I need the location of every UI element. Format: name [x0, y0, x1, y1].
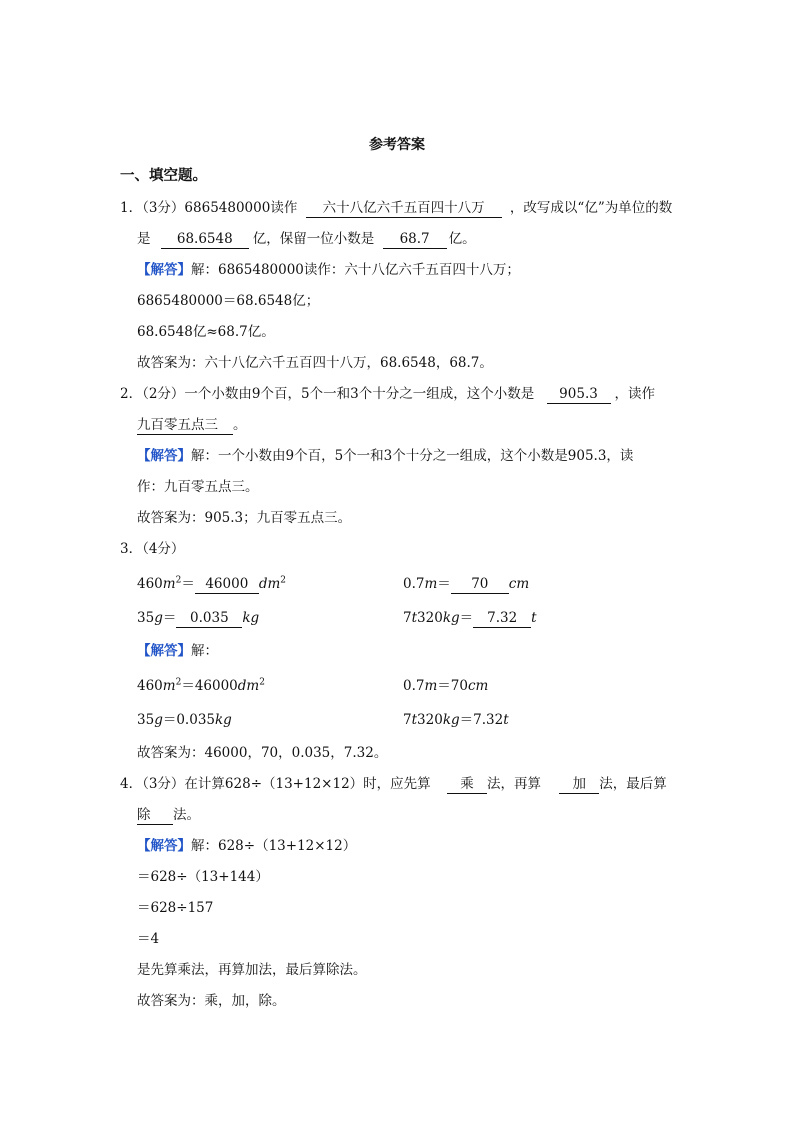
q3-blank-area: 46000	[195, 575, 259, 594]
q2-solution	[137, 446, 633, 466]
q3-heading: 3．（4分）	[120, 541, 185, 557]
section-heading: 一、填空题。	[120, 167, 207, 184]
q3-val: 460	[137, 576, 163, 592]
q3-solution	[137, 641, 218, 661]
q3-unit: t	[411, 610, 418, 626]
q3-unit: kg	[215, 712, 232, 728]
q1-blank-round: 68.7	[383, 230, 447, 249]
q3-unit: cm	[508, 576, 530, 592]
q3-unit: t	[411, 712, 418, 728]
q2-line-2	[137, 415, 247, 435]
q4-text-4: 法。	[173, 807, 200, 823]
q2-answer: 故答案为：905.3；九百零五点三。	[137, 510, 352, 526]
q3-val: 0.7	[403, 678, 425, 694]
q3-item-area	[137, 574, 286, 594]
q3-unit: m	[424, 678, 438, 694]
q1-text-3: 是	[137, 231, 151, 247]
q3-answer: 故答案为：46000，70，0.035，7.32。	[137, 745, 388, 761]
q3-sol-text: 解：	[191, 643, 218, 659]
q3-unit: kg	[442, 712, 460, 728]
q1-line-1	[120, 198, 672, 218]
q3-val: ＝7.32	[459, 712, 504, 728]
q3-unit: kg	[442, 610, 460, 626]
q4-line-1	[120, 774, 667, 794]
q4-answer: 故答案为：乘，加，除。	[137, 993, 286, 1009]
q3-val: 35	[137, 610, 155, 626]
q4-blank-3: 除	[137, 806, 173, 825]
q4-sol-line-4: ＝4	[137, 931, 160, 947]
q4-blank-2: 加	[559, 775, 599, 794]
q3-eq: ＝	[162, 610, 177, 626]
q3-eq: ＝	[181, 576, 195, 592]
q3-unit: g	[154, 610, 163, 626]
q1-blank-yi: 68.6548	[161, 230, 249, 249]
q4-line-2	[137, 805, 200, 825]
q2-text-3: 。	[233, 417, 247, 433]
q1-blank-reading: 六十八亿六千五百四十八万	[306, 199, 502, 218]
solution-tag: 【解答】	[137, 448, 191, 464]
q3-unit: t	[503, 712, 509, 728]
q4-text-3: 法，最后算	[599, 776, 667, 792]
q3-item-length	[403, 574, 529, 594]
q3-unit: kg	[242, 610, 260, 626]
q4-solution	[137, 836, 356, 856]
q3-val: 7	[403, 712, 412, 728]
q4-sol-text: 解：628÷（13+12×12）	[191, 838, 357, 854]
q3-blank-mass-t: 7.32	[473, 609, 531, 628]
q1-text-2: ，改写成以“亿”为单位的数	[509, 200, 673, 216]
solution-tag: 【解答】	[137, 643, 191, 659]
q3-blank-mass-g: 0.035	[176, 609, 242, 628]
q3-unit: g	[154, 712, 163, 728]
q3-val: ＝70	[437, 678, 468, 694]
q3-unit: m	[424, 576, 438, 592]
q3-sol-mass-t	[403, 710, 509, 730]
q1-sol-line-3: 68.6548亿≈68.7亿。	[137, 324, 275, 340]
q3-sup: 2	[175, 677, 182, 688]
q3-sol-area	[137, 676, 265, 696]
solution-tag: 【解答】	[137, 838, 191, 854]
q2-line-1	[120, 384, 655, 404]
q1-answer: 故答案为：六十八亿六千五百四十八万，68.6548，68.7。	[137, 355, 493, 371]
q3-sup: 2	[259, 677, 265, 688]
q2-sol-line-2: 作：九百零五点三。	[137, 479, 259, 495]
q3-sup: 2	[175, 575, 182, 586]
q3-unit: m	[162, 678, 176, 694]
q4-text: 4．（3分）在计算628÷（13+12×12）时，应先算	[120, 776, 431, 792]
q2-blank-number: 905.3	[547, 385, 611, 404]
q3-unit: cm	[467, 678, 489, 694]
q4-text-2: 法，再算	[486, 776, 541, 792]
q2-sol-text: 解：一个小数由9个百，5个一和3个十分之一组成，这个小数是905.3，读	[191, 448, 634, 464]
q1-text: 1．（3分）6865480000读作	[120, 200, 298, 216]
q1-sol-text: 解：6865480000读作：六十八亿六千五百四十八万；	[191, 262, 520, 278]
q3-eq: ＝	[459, 610, 474, 626]
q4-blank-1: 乘	[447, 775, 487, 794]
q4-sol-line-2: ＝628÷（13+144）	[137, 869, 269, 885]
q3-item-mass-g	[137, 608, 259, 628]
q3-unit: dm	[237, 678, 260, 694]
solution-tag: 【解答】	[137, 262, 191, 278]
q1-solution	[137, 260, 520, 280]
q3-val: ＝46000	[181, 678, 238, 694]
q3-unit: dm	[258, 576, 281, 592]
q2-text: 2．（2分）一个小数由9个百，5个一和3个十分之一组成，这个小数是	[120, 386, 535, 402]
q3-val: 0.7	[403, 576, 425, 592]
q3-val: 320	[417, 610, 443, 626]
q1-text-5: 亿。	[448, 231, 476, 247]
q3-eq: ＝	[437, 576, 451, 592]
q1-text-4: 亿，保留一位小数是	[252, 231, 375, 247]
q2-text-2: ，读作	[614, 386, 655, 402]
q2-blank-reading: 九百零五点三	[137, 416, 233, 435]
q3-item-mass-t	[403, 608, 537, 628]
q3-sup: 2	[280, 575, 287, 586]
q3-val: 460	[137, 678, 163, 694]
q3-val: 320	[417, 712, 443, 728]
q3-unit: m	[162, 576, 176, 592]
q3-unit: t	[531, 610, 537, 626]
q3-sol-mass-g	[137, 710, 232, 730]
q4-sol-line-3: ＝628÷157	[137, 900, 214, 916]
q3-val: 7	[403, 610, 412, 626]
answer-title: 参考答案	[369, 137, 425, 153]
q1-line-2	[137, 229, 476, 249]
q3-sol-length	[403, 676, 488, 696]
q3-blank-length: 70	[451, 575, 509, 594]
q1-sol-line-2: 6865480000＝68.6548亿；	[137, 293, 320, 309]
q3-val: 35	[137, 712, 155, 728]
q4-sol-line-5: 是先算乘法，再算加法，最后算除法。	[137, 962, 367, 978]
q3-val: ＝0.035	[162, 712, 215, 728]
